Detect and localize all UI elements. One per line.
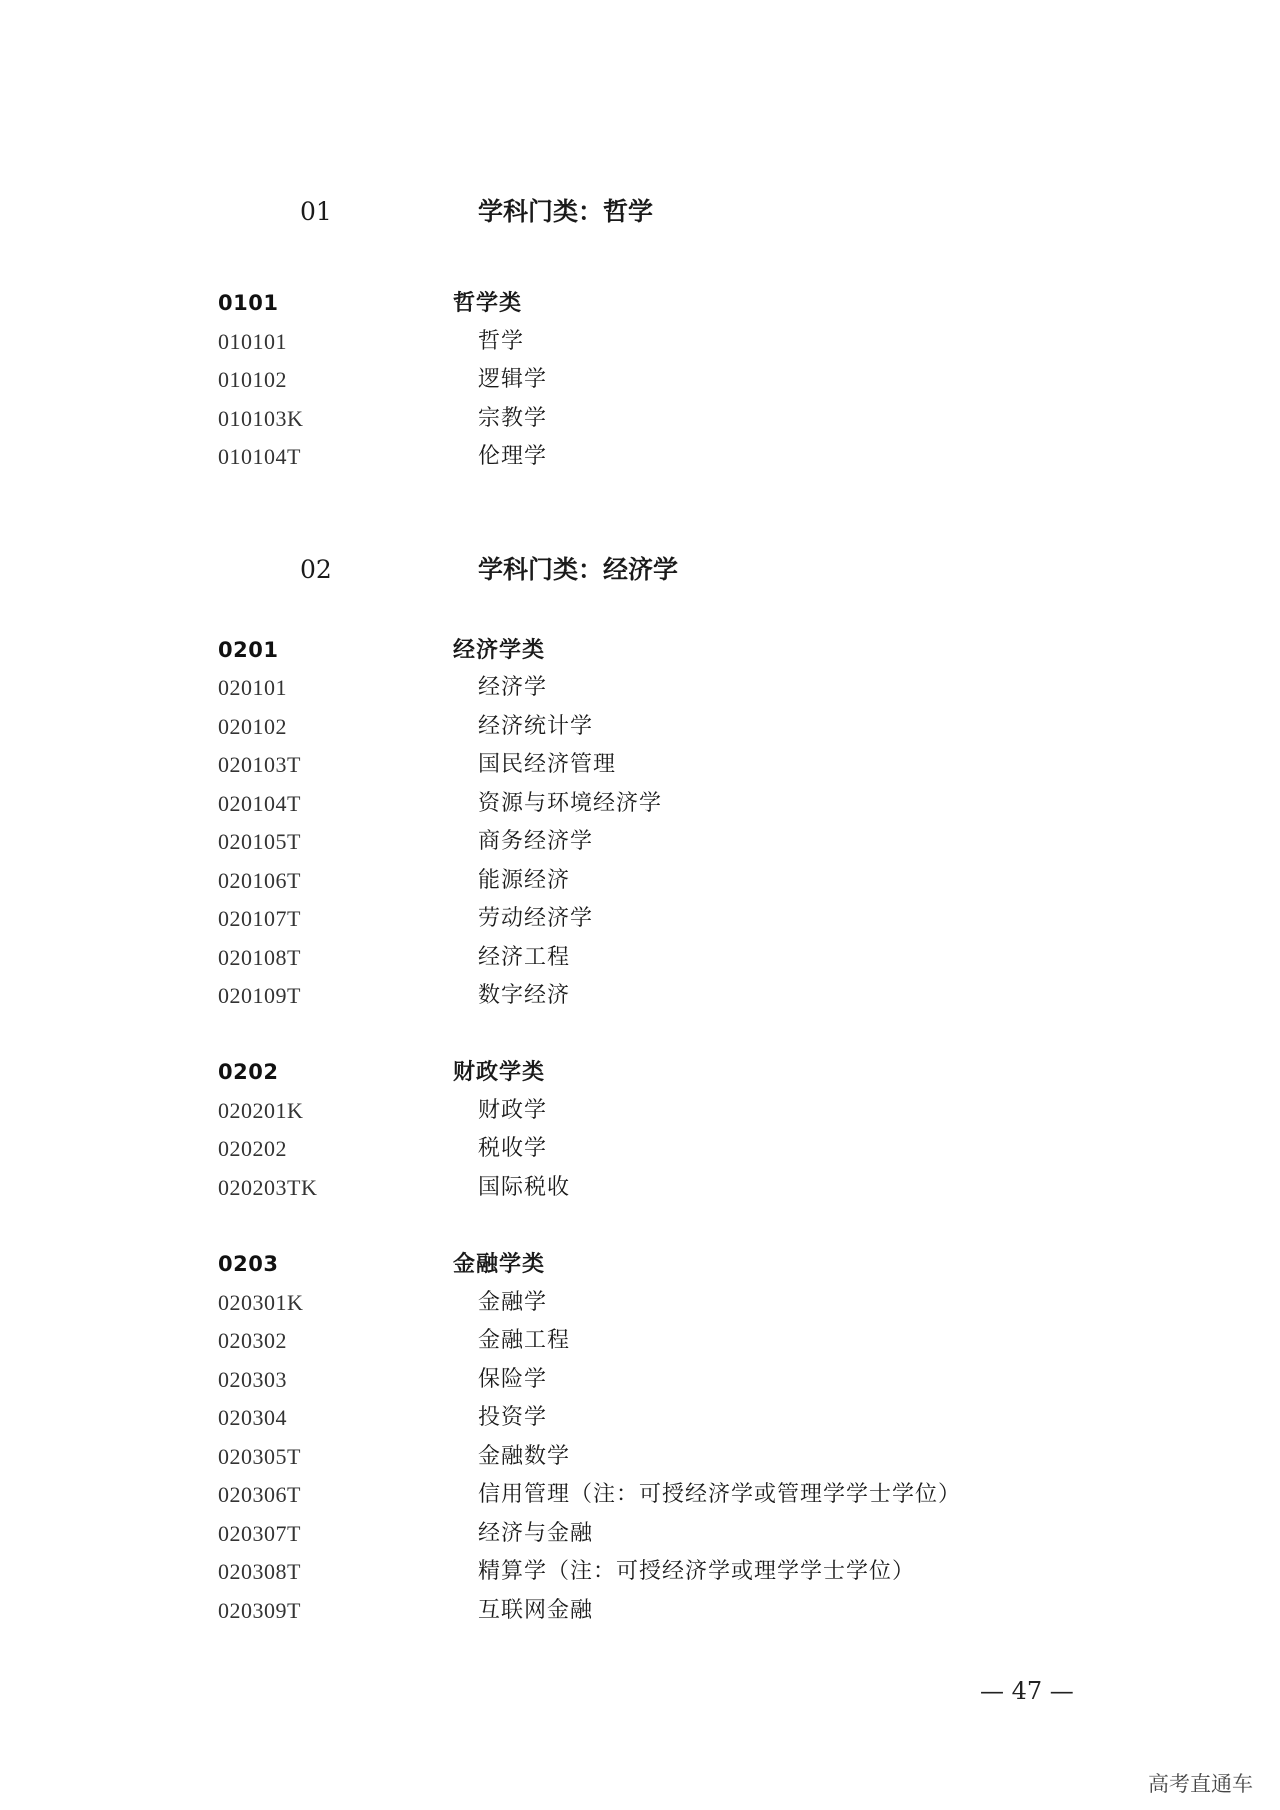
major-name: 劳动经济学	[478, 906, 594, 931]
major-code: 010104T	[218, 444, 301, 469]
major-code: 010102	[218, 367, 287, 392]
section-title: 学科门类：经济学	[478, 555, 679, 584]
major-code: 020203TK	[218, 1175, 318, 1200]
major-row	[0, 708, 1280, 746]
major-name: 国民经济管理	[478, 752, 617, 777]
major-code: 020103T	[218, 752, 301, 777]
watermark: 高考直通车	[1148, 1772, 1253, 1796]
major-code: 020307T	[218, 1521, 301, 1546]
major-row	[0, 1399, 1280, 1437]
class-code: 0201	[218, 638, 279, 662]
class-name: 经济学类	[453, 637, 546, 663]
major-name: 税收学	[478, 1136, 548, 1161]
class-code: 0101	[218, 291, 279, 315]
major-name: 互联网金融	[478, 1598, 594, 1623]
major-row	[0, 1361, 1280, 1399]
major-row	[0, 900, 1280, 938]
major-code: 020108T	[218, 945, 301, 970]
major-code: 010101	[218, 329, 287, 354]
major-name: 经济工程	[478, 945, 571, 970]
major-name: 金融数学	[478, 1444, 571, 1469]
class-name: 哲学类	[453, 290, 523, 316]
major-row	[0, 1476, 1280, 1514]
class-name: 财政学类	[453, 1059, 546, 1085]
major-code: 020101	[218, 675, 287, 700]
major-row	[0, 823, 1280, 861]
major-name: 数字经济	[478, 983, 571, 1008]
major-name: 哲学	[478, 329, 525, 354]
major-row	[0, 862, 1280, 900]
major-name: 金融工程	[478, 1328, 571, 1353]
major-row	[0, 939, 1280, 977]
major-name: 金融学	[478, 1290, 548, 1315]
major-name: 商务经济学	[478, 829, 594, 854]
major-code: 020107T	[218, 906, 301, 931]
class-row	[0, 631, 1280, 669]
major-row	[0, 977, 1280, 1015]
section-code: 02	[300, 555, 332, 584]
major-code: 020105T	[218, 829, 301, 854]
major-name: 信用管理（注：可授经济学或管理学学士学位）	[478, 1482, 962, 1507]
class-row	[0, 284, 1280, 322]
major-row	[0, 1438, 1280, 1476]
major-code: 020306T	[218, 1482, 301, 1507]
major-name: 宗教学	[478, 406, 548, 431]
major-row	[0, 1515, 1280, 1553]
major-name: 保险学	[478, 1367, 548, 1392]
major-row	[0, 323, 1280, 361]
class-name: 金融学类	[453, 1251, 546, 1277]
class-row	[0, 1245, 1280, 1283]
major-code: 020309T	[218, 1598, 301, 1623]
page-number: — 47 —	[980, 1677, 1074, 1705]
major-row	[0, 438, 1280, 476]
major-row	[0, 669, 1280, 707]
major-code: 020106T	[218, 868, 301, 893]
major-code: 020104T	[218, 791, 301, 816]
major-name: 能源经济	[478, 868, 571, 893]
major-code: 020301K	[218, 1290, 304, 1315]
major-code: 020303	[218, 1367, 287, 1392]
major-name: 经济统计学	[478, 714, 594, 739]
major-code: 020308T	[218, 1559, 301, 1584]
major-row	[0, 400, 1280, 438]
class-code: 0203	[218, 1252, 279, 1276]
major-code: 020109T	[218, 983, 301, 1008]
major-name: 逻辑学	[478, 367, 548, 392]
major-name: 财政学	[478, 1098, 548, 1123]
major-code: 020304	[218, 1405, 287, 1430]
major-code: 020102	[218, 714, 287, 739]
major-row	[0, 1592, 1280, 1630]
major-code: 010103K	[218, 406, 304, 431]
major-row	[0, 1284, 1280, 1322]
major-name: 伦理学	[478, 444, 548, 469]
major-name: 经济与金融	[478, 1521, 594, 1546]
major-row	[0, 361, 1280, 399]
section-code: 01	[300, 197, 332, 226]
section-title: 学科门类：哲学	[478, 197, 654, 226]
class-row	[0, 1053, 1280, 1091]
major-name: 精算学（注：可授经济学或理学学士学位）	[478, 1559, 916, 1584]
major-row	[0, 1553, 1280, 1591]
major-name: 经济学	[478, 675, 548, 700]
class-code: 0202	[218, 1060, 279, 1084]
major-row	[0, 785, 1280, 823]
major-name: 资源与环境经济学	[478, 791, 663, 816]
major-code: 020305T	[218, 1444, 301, 1469]
major-row	[0, 746, 1280, 784]
major-row	[0, 1130, 1280, 1168]
major-row	[0, 1322, 1280, 1360]
major-row	[0, 1092, 1280, 1130]
major-name: 投资学	[478, 1405, 548, 1430]
major-row	[0, 1169, 1280, 1207]
major-code: 020302	[218, 1328, 287, 1353]
major-code: 020201K	[218, 1098, 304, 1123]
major-name: 国际税收	[478, 1175, 571, 1200]
major-code: 020202	[218, 1136, 287, 1161]
